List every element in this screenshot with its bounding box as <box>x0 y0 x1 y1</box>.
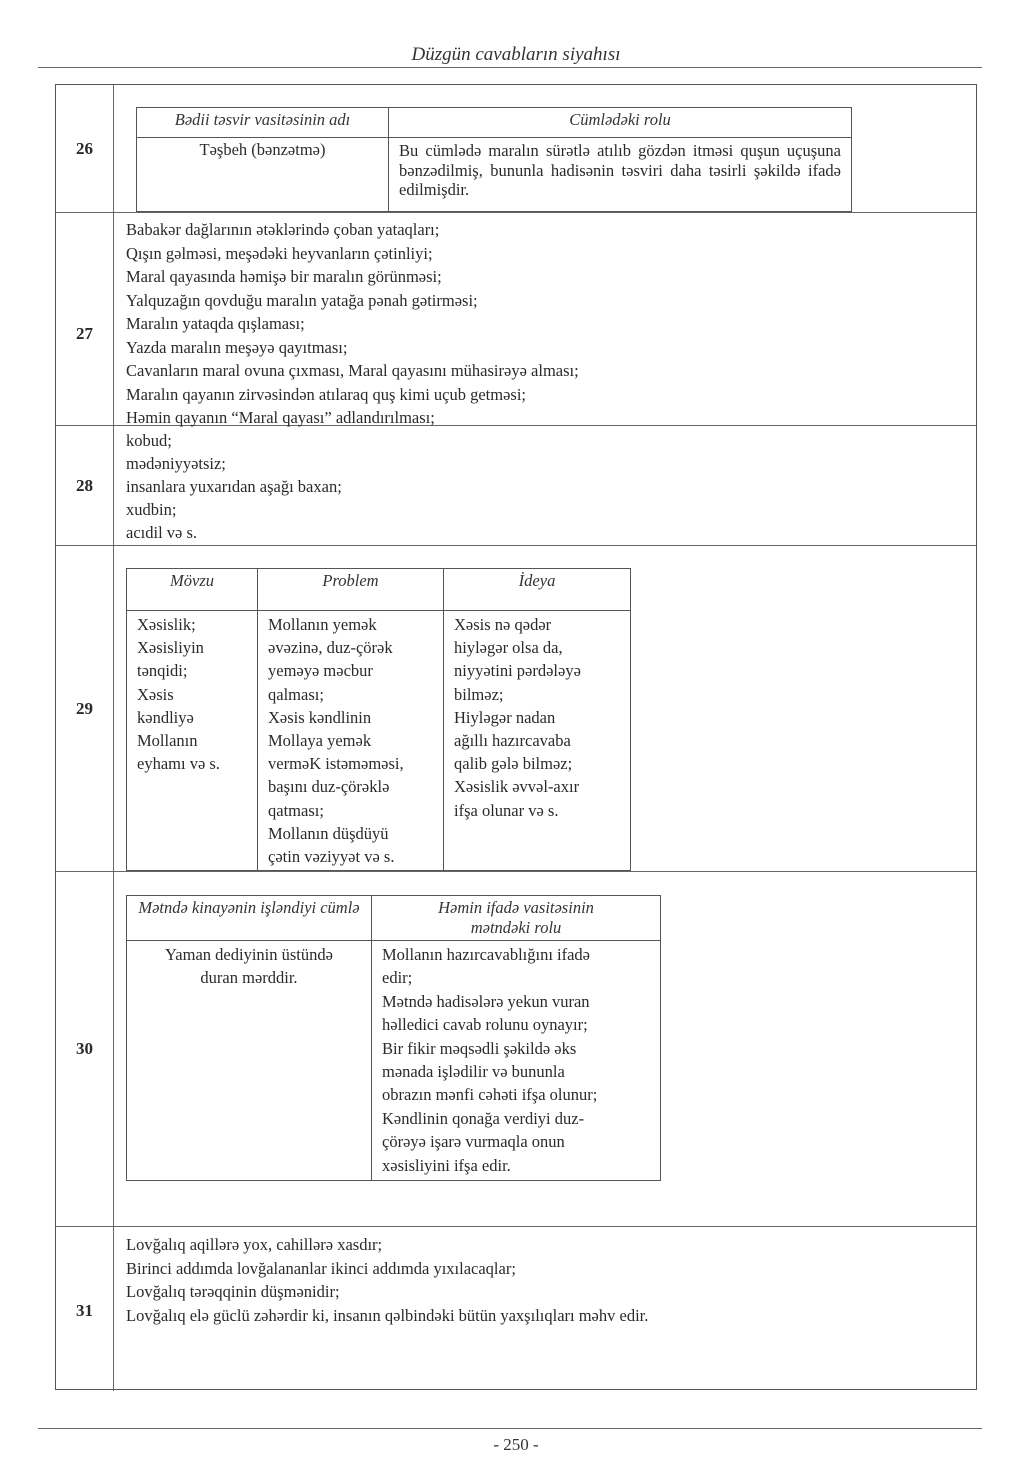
table-header: Cümlədəki rolu <box>389 108 852 138</box>
list-item: Maralın yataqda qışlaması; <box>126 314 305 333</box>
answer-row-29 <box>56 546 976 872</box>
theme-cell: Xəsislik; Xəsisliyin tənqidi; Xəsis kəndliyə Mollanın eyhamı və s. <box>127 611 258 871</box>
footer-divider <box>38 1428 982 1429</box>
answer-row-28 <box>56 426 976 546</box>
answers-table <box>55 84 977 1390</box>
table-header: Problem <box>258 569 444 611</box>
irony-table <box>126 895 661 1181</box>
row-number: 31 <box>56 1227 114 1391</box>
list-item: Yazda maralın meşəyə qayıtması; <box>126 337 348 357</box>
answer-row-26 <box>56 85 976 213</box>
row-number: 28 <box>56 426 114 545</box>
answer-row-31 <box>56 1227 976 1391</box>
problem-cell: Mollanın yemək əvəzinə, duz-çörək yeməyə məcbur qalması; Xəsis kəndlinin Mollaya yemək verməK istəməməsi, başını duz-çörəklə qatması; Mollanın düşdüyü çətin vəziyyət və s. <box>258 611 444 871</box>
list-item: mədəniyyətsiz; <box>126 454 226 473</box>
table-header: Həmin ifadə vasitəsinin mətndəki rolu <box>372 896 661 941</box>
traits-list <box>126 429 976 544</box>
list-item: Lovğalıq aqillərə yox, cahillərə xasdır; <box>126 1235 383 1254</box>
list-item: Maral qayasında həmişə bir maralın görünməsi; <box>126 267 442 286</box>
page-header-title: Düzgün cavabların siyahısı <box>411 44 621 65</box>
plan-list <box>126 218 976 430</box>
table-cell: Bu cümlədə maralın sürətlə atılıb gözdən itməsi quşun uçuşuna bənzədilmiş, bununla hadisənin təsviri daha təsirli şəkildə ifadə edilmişdir. <box>389 138 852 212</box>
idea-cell: Xəsis nə qədər hiyləgər olsa da, niyyətini pərdələyə bilməz; Hiyləgər nadan ağıllı hazırcavaba qalib gələ bilməz; Xəsislik əvvəl-axır ifşa olunar və s. <box>444 611 631 871</box>
list-item: Babakər dağlarının ətəklərində çoban yataqları; <box>126 220 440 239</box>
list-item: insanlara yuxarıdan aşağı baxan; <box>126 477 342 496</box>
list-item: Yalquzağın qovduğu maralın yatağa pənah gətirməsi; <box>126 290 478 310</box>
role-cell: Mollanın hazırcavablığını ifadə edir; Mətndə hadisələrə yekun vuran həlledici cavab rolunu oynayır; Bir fikir məqsədli şəkildə əks mənada işlədilir və bununla obrazın mənfi cəhəti ifşa olunur; Kəndlinin qonağa verdiyi duz- çörəyə işarə vurmaqla onun xəsisliyini ifşa edir. <box>372 941 661 1181</box>
theme-problem-idea-table <box>126 568 631 871</box>
row-number: 29 <box>56 546 114 871</box>
table-header: Mətndə kinayənin işləndiyi cümlə <box>127 896 372 941</box>
list-item: Qışın gəlməsi, meşədəki heyvanların çətinliyi; <box>126 243 433 263</box>
list-item: Maralın qayanın zirvəsindən atılaraq quş kimi uçub getməsi; <box>126 384 527 404</box>
page-number: - 250 - <box>493 1435 539 1454</box>
table-header: Bədii təsvir vasitəsinin adı <box>137 108 389 138</box>
row-number: 27 <box>56 213 114 425</box>
header-divider <box>38 67 982 68</box>
row-number: 26 <box>56 85 114 212</box>
answer-row-30 <box>56 872 976 1227</box>
list-item: Birinci addımda lovğalananlar ikinci addımda yıxılacaqlar; <box>126 1258 516 1278</box>
sentence-cell: Yaman dediyinin üstündə duran mərddir. <box>127 941 372 1181</box>
list-item: Lovğalıq tərəqqinin düşmənidir; <box>126 1282 340 1301</box>
list-item: acıdil və s. <box>126 523 198 542</box>
list-item: kobud; <box>126 431 172 450</box>
answer-row-27 <box>56 213 976 426</box>
list-item: Cavanların maral ovuna çıxması, Maral qayasını mühasirəyə alması; <box>126 361 579 380</box>
proverbs-list <box>126 1233 976 1327</box>
figurative-device-table <box>136 107 852 212</box>
table-cell: Təşbeh (bənzətmə) <box>137 138 389 212</box>
list-item: xudbin; <box>126 500 177 519</box>
table-header: Mövzu <box>127 569 258 611</box>
table-header: İdeya <box>444 569 631 611</box>
row-number: 30 <box>56 872 114 1226</box>
list-item: Lovğalıq elə güclü zəhərdir ki, insanın qəlbindəki bütün yaxşılıqları məhv edir. <box>126 1305 649 1325</box>
list-item: Həmin qayanın “Maral qayası” adlandırılması; <box>126 408 435 427</box>
